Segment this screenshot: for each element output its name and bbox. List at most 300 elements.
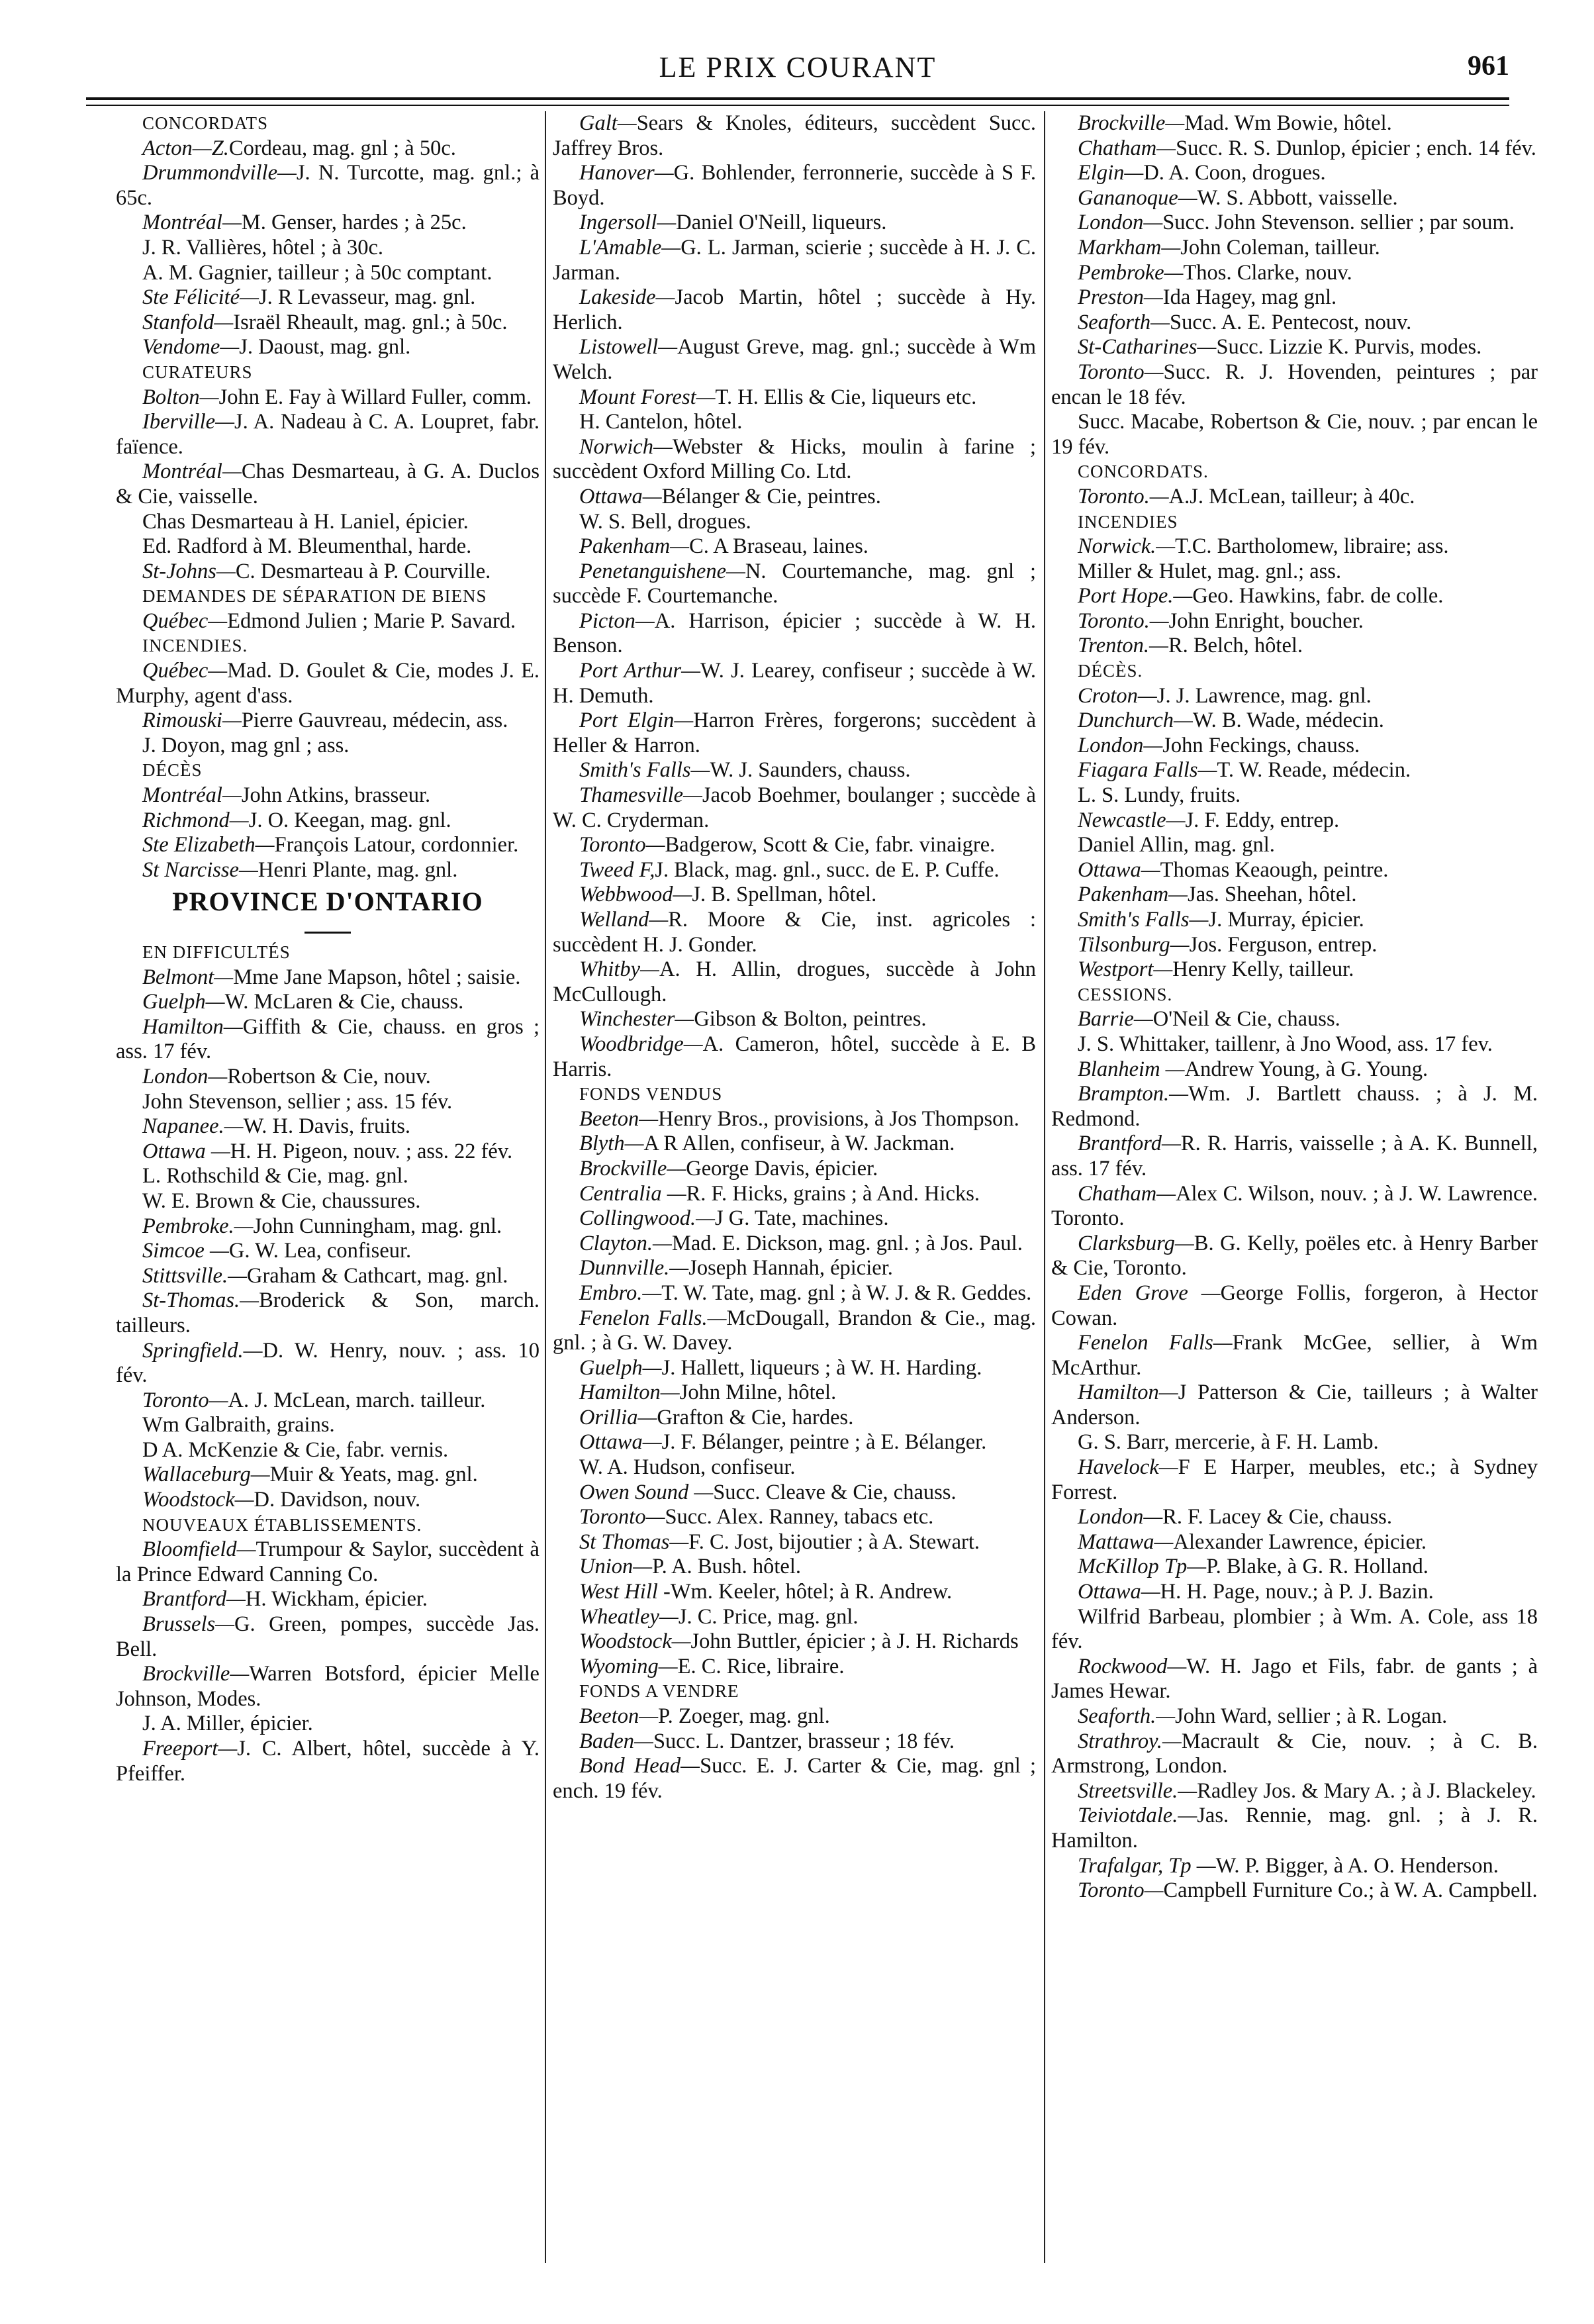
section-heading: EN DIFFICULTÉS	[142, 942, 291, 962]
list-item	[553, 758, 1036, 783]
list-item	[1051, 1007, 1538, 1032]
list-item	[1051, 211, 1538, 236]
entry-text: F. C. Jost, bijoutier ; à A. Stewart.	[688, 1529, 980, 1554]
place-name: Welland—	[579, 908, 669, 932]
place-name: Brockville—	[1078, 111, 1185, 135]
place-name: Brantford—	[1078, 1132, 1181, 1156]
place-name: Pembroke.—	[142, 1214, 254, 1238]
place-name: Dunnville.—	[579, 1256, 689, 1281]
place-name: Brussels—	[142, 1612, 235, 1637]
place-name: St Thomas—	[579, 1529, 689, 1554]
place-name: Hamilton—	[142, 1014, 243, 1039]
list-item	[553, 1380, 1036, 1406]
list-item	[116, 734, 539, 759]
place-name: West Hill -	[579, 1580, 671, 1604]
list-item	[116, 1413, 539, 1438]
place-name: London—	[1078, 211, 1163, 235]
place-name: Owen Sound —	[579, 1480, 714, 1504]
place-name: Collingwood.—	[579, 1206, 715, 1231]
entry-text: W. H. Davis, fruits.	[243, 1114, 411, 1139]
place-name: Eden Grove —	[1078, 1281, 1221, 1305]
list-item	[116, 808, 539, 834]
entry-text: Campbell Furniture Co.; à W. A. Campbell.	[1163, 1878, 1538, 1903]
place-name: Dunchurch—	[1078, 708, 1193, 733]
place-name: St-Thomas.—	[142, 1288, 259, 1313]
section-heading: DEMANDES DE SÉPARATION DE BIENS	[142, 586, 487, 606]
list-item	[553, 1480, 1036, 1506]
place-name: Ottawa—	[1078, 857, 1160, 882]
entry-text: A.J. McLean, tailleur; à 40c.	[1168, 484, 1415, 508]
list-item	[1051, 485, 1538, 510]
place-name: Pembroke—	[1078, 260, 1184, 285]
entry-text: D A. McKenzie & Cie, fabr. vernis.	[142, 1437, 449, 1462]
place-name: Wheatley—	[579, 1604, 679, 1629]
list-item	[116, 1015, 539, 1065]
entry-text: Wilfrid Barbeau, plombier ; à Wm. A. Cole, ass 18 fév.	[1051, 1604, 1538, 1654]
place-name: Ingersoll—	[579, 211, 677, 235]
list-item	[553, 1182, 1036, 1207]
list-item	[116, 136, 539, 162]
list-item	[553, 1007, 1036, 1032]
list-item	[116, 1090, 539, 1115]
place-name: Streetsville.—	[1078, 1778, 1197, 1803]
entry-text: J. N. Turcotte, mag. gnl.; à 65c.	[116, 161, 539, 210]
place-name: St Narcisse—	[142, 857, 258, 882]
entry-text: John Milne, hôtel.	[679, 1380, 837, 1405]
list-item	[1051, 335, 1538, 360]
entry-text: John Atkins, brasseur.	[241, 783, 431, 808]
list-item	[553, 285, 1036, 335]
place-name: Toronto.—	[1078, 484, 1169, 508]
column-2	[553, 111, 1036, 1804]
place-name: Guelph—	[579, 1355, 662, 1380]
list-item	[553, 659, 1036, 708]
place-name: Belmont—	[142, 965, 234, 989]
entry-text: J G. Tate, machines.	[714, 1206, 889, 1231]
list-item	[116, 1214, 539, 1239]
entry-text: George Davis, épicier.	[686, 1156, 878, 1181]
entry-text: Israël Rheault, mag. gnl.; à 50c.	[233, 310, 508, 334]
list-item	[116, 1239, 539, 1264]
place-name: Clarksburg—	[1078, 1231, 1194, 1255]
entry-text: J. Doyon, mag gnl ; ass.	[142, 733, 350, 757]
list-item	[553, 609, 1036, 659]
list-item	[1051, 933, 1538, 958]
place-name: Smith's Falls—	[579, 758, 710, 783]
list-item	[553, 534, 1036, 559]
place-name: Guelph—	[142, 990, 225, 1014]
list-item	[116, 261, 539, 286]
place-name: Napanee.—	[142, 1114, 244, 1139]
entry-text: Mad. E. Dickson, mag. gnl. ; à Jos. Paul.	[671, 1231, 1023, 1255]
place-name: Bolton—	[142, 385, 219, 409]
place-name: Orillia—	[579, 1405, 657, 1429]
list-item	[1051, 957, 1538, 983]
entry-text: G. L. Jarman, scierie ; succède à H. J. C. Jarman.	[553, 235, 1036, 285]
entry-text: R. F. Lacey & Cie, chauss.	[1162, 1505, 1392, 1529]
list-item	[553, 708, 1036, 758]
place-name: Woodstock—	[579, 1629, 691, 1654]
entry-text: P. A. Bush. hôtel.	[652, 1555, 801, 1579]
entry-text: G. W. Lea, confiseur.	[228, 1239, 412, 1263]
entry-text: Broderick & Son, march. tailleurs.	[116, 1288, 539, 1337]
entry-text: Giffith & Cie, chauss. en gros ; ass. 17 fév.	[116, 1014, 539, 1064]
list-item	[116, 990, 539, 1015]
entry-text: Graham & Cathcart, mag. gnl.	[246, 1263, 508, 1288]
list-item	[1051, 534, 1538, 559]
entry-text: McDougall, Brandon & Cie., mag. gnl. ; à G. W. Davey.	[553, 1306, 1036, 1355]
entry-text: Pierre Gauvreau, médecin, ass.	[241, 708, 508, 733]
entry-text: B. G. Kelly, poëles etc. à Henry Barber & Cie, Toronto.	[1051, 1231, 1538, 1281]
entry-text: J. R. Vallières, hôtel ; à 30c.	[142, 235, 384, 260]
place-name: Markham—	[1078, 235, 1181, 260]
place-name: Thamesville—	[579, 783, 702, 808]
place-name: Brantford—	[142, 1587, 246, 1612]
entry-text: L. Rothschild & Cie, mag. gnl.	[142, 1164, 408, 1188]
entry-text: G. S. Barr, mercerie, à F. H. Lamb.	[1078, 1430, 1379, 1455]
list-item	[553, 1530, 1036, 1555]
entry-text: Trumpour & Saylor, succèdent à la Prince Edward Canning Co.	[116, 1537, 539, 1586]
entry-text: O'Neil & Cie, chauss.	[1152, 1007, 1340, 1032]
entry-text: J. Hallett, liqueurs ; à W. H. Harding.	[661, 1355, 982, 1380]
place-name: Brockville—	[579, 1156, 686, 1181]
list-item	[116, 783, 539, 808]
list-item	[1051, 584, 1538, 609]
entry-text: Chas Desmarteau, à G. A. Duclos & Cie, vaisselle.	[116, 460, 539, 508]
place-name: Fenelon Falls—	[1078, 1331, 1233, 1355]
entry-text: Henri Plante, mag. gnl.	[258, 857, 458, 882]
list-item	[553, 485, 1036, 510]
entry-text: Webster & Hicks, moulin à farine ; succèdent Oxford Milling Co. Ltd.	[553, 434, 1036, 484]
list-item	[116, 385, 539, 411]
entry-text: Succ. John Stevenson. sellier ; par soum.	[1162, 211, 1515, 235]
place-name: Blyth—	[579, 1132, 644, 1156]
entry-text: H. H. Pigeon, nouv. ; ass. 22 fév.	[230, 1139, 513, 1163]
list-item	[116, 285, 539, 311]
section-heading: DÉCÈS	[142, 760, 203, 781]
place-name: Wyoming—	[579, 1654, 678, 1678]
list-item	[1051, 1430, 1538, 1455]
list-item	[1051, 609, 1538, 634]
place-name: Stittsville.—	[142, 1263, 247, 1288]
place-name: Vendome—	[142, 335, 240, 360]
entry-text: J. B. Spellman, hôtel.	[692, 883, 877, 907]
place-name: Ottawa—	[1078, 1580, 1160, 1604]
section-heading: INCENDIES.	[142, 636, 248, 656]
place-name: Havelock—	[1078, 1455, 1178, 1480]
place-name: Port Arthur—	[579, 659, 701, 683]
entry-text: M. Genser, hardes ; à 25c.	[241, 211, 467, 235]
place-name: Toronto.—	[1078, 608, 1169, 633]
entry-text: Andrew Young, à G. Young.	[1184, 1057, 1429, 1081]
place-name: Brockville—	[142, 1662, 250, 1686]
place-name: Fenelon Falls.—	[579, 1306, 727, 1330]
entry-text: Mad. Wm Bowie, hôtel.	[1184, 111, 1392, 135]
list-item	[553, 510, 1036, 535]
list-item	[553, 957, 1036, 1007]
list-item	[116, 1488, 539, 1513]
list-item	[553, 1555, 1036, 1580]
list-item	[1051, 559, 1538, 585]
section-heading: DÉCÈS.	[1078, 661, 1143, 681]
entry-text: Succ. R. S. Dunlop, épicier ; ench. 14 fév.	[1176, 136, 1536, 160]
list-item	[116, 1114, 539, 1139]
section-heading: INCENDIES	[1078, 511, 1178, 532]
section-heading: CONCORDATS	[142, 113, 269, 133]
entry-text: Miller & Hulet, mag. gnl.; ass.	[1078, 559, 1342, 583]
list-item	[553, 1132, 1036, 1157]
list-item	[1051, 1878, 1538, 1904]
list-item	[116, 1065, 539, 1090]
place-name: Simcoe —	[142, 1239, 229, 1263]
place-name: Strathroy.—	[1078, 1729, 1182, 1753]
place-name: Elgin—	[1078, 161, 1144, 185]
place-name: Norwich—	[579, 434, 673, 459]
entry-text: Harron Frères, forgerons; succèdent à Heller & Harron.	[553, 708, 1037, 757]
list-item	[553, 908, 1036, 957]
list-item	[553, 1232, 1036, 1257]
entry-text: Wm. Keeler, hôtel; à R. Andrew.	[670, 1580, 953, 1604]
entry-text: Succ. R. J. Hovenden, peintures ; par encan le 18 fév.	[1051, 360, 1538, 409]
list-item	[116, 1139, 539, 1165]
entry-text: A R Allen, confiseur, à W. Jackman.	[643, 1132, 955, 1156]
header-rule	[86, 97, 1509, 100]
heading-rule	[305, 932, 351, 934]
list-item	[116, 559, 539, 585]
list-item	[1051, 1505, 1538, 1530]
list-item	[553, 1455, 1036, 1480]
list-item	[116, 510, 539, 535]
entry-text: John Coleman, tailleur.	[1180, 235, 1380, 260]
place-name: Webbwood—	[579, 883, 692, 907]
list-item	[116, 311, 539, 336]
place-name: Chatham—	[1078, 1181, 1176, 1206]
journal-title: LE PRIX COURANT	[659, 51, 937, 83]
list-item	[553, 1729, 1036, 1755]
entry-text: John Stevenson, sellier ; ass. 15 fév.	[142, 1089, 453, 1114]
list-item	[553, 161, 1036, 211]
place-name: Hanover—	[579, 161, 674, 185]
entry-text: W. J. Saunders, chauss.	[710, 758, 911, 783]
list-item	[553, 1754, 1036, 1804]
place-name: Montréal—	[142, 211, 242, 235]
entry-text: J. Murray, épicier.	[1208, 908, 1364, 932]
column-1	[116, 111, 539, 1786]
entry-text: Joseph Hannah, épicier.	[688, 1256, 893, 1281]
entry-text: Succ. Cleave & Cie, chauss.	[713, 1480, 957, 1504]
entry-text: W. B. Wade, médecin.	[1192, 708, 1384, 733]
entry-text: H. Wickham, épicier.	[245, 1587, 428, 1612]
list-item	[1051, 1281, 1538, 1331]
place-name: Whitby—	[579, 957, 659, 982]
place-name: Montréal—	[142, 783, 242, 808]
place-name: Acton—Z.	[142, 136, 229, 160]
entry-text: Succ. Alex. Ranney, tabacs etc.	[665, 1505, 934, 1529]
entry-text: J. A. Miller, épicier.	[142, 1712, 313, 1736]
list-item	[1051, 186, 1538, 211]
list-item	[116, 965, 539, 991]
entry-text: Geo. Hawkins, fabr. de colle.	[1192, 584, 1444, 608]
entry-text: Thos. Clarke, nouv.	[1183, 260, 1352, 285]
entry-text: Robertson & Cie, nouv.	[227, 1064, 431, 1089]
place-name: Freeport—	[142, 1737, 238, 1761]
place-name: Toronto—	[1078, 1878, 1164, 1903]
list-item	[1051, 783, 1538, 808]
entry-text: J. F. Bélanger, peintre ; à E. Bélanger.	[661, 1430, 987, 1455]
entry-text: John Cunningham, mag. gnl.	[253, 1214, 502, 1238]
list-item	[1051, 1555, 1538, 1580]
province-heading: PROVINCE D'ONTARIO	[172, 887, 483, 917]
list-item	[1051, 858, 1538, 883]
entry-text: Alex C. Wilson, nouv. ; à J. W. Lawrence. Toronto.	[1051, 1181, 1538, 1231]
list-item	[553, 1281, 1036, 1306]
list-item	[1051, 1331, 1538, 1380]
list-item	[1051, 1779, 1538, 1804]
entry-text: W. H. Jago et Fils, fabr. de gants ; à James Hewar.	[1051, 1654, 1538, 1704]
list-item	[553, 1107, 1036, 1132]
place-name: Embro.—	[579, 1281, 662, 1305]
place-name: Centralia —	[579, 1181, 686, 1206]
list-item	[1051, 261, 1538, 286]
entry-text: Henry Bros., provisions, à Jos Thompson.	[658, 1106, 1019, 1131]
entry-text: J. Daoust, mag. gnl.	[239, 335, 411, 360]
entry-text: T. W. Reade, médecin.	[1217, 758, 1411, 783]
entry-text: Grafton & Cie, hardes.	[657, 1405, 854, 1429]
place-name: Ottawa —	[142, 1139, 230, 1163]
place-name: Québec—	[142, 608, 228, 633]
place-name: Chatham—	[1078, 136, 1176, 160]
entry-text: T. H. Ellis & Cie, liqueurs etc.	[715, 385, 977, 409]
place-name: Port Hope.—	[1078, 584, 1193, 608]
place-name: Baden—	[579, 1729, 653, 1753]
place-name: Québec—	[142, 659, 228, 683]
entry-text: R. F. Hicks, grains ; à And. Hicks.	[686, 1181, 980, 1206]
list-item	[1051, 360, 1538, 410]
place-name: Picton—	[579, 608, 655, 633]
list-item	[1051, 136, 1538, 162]
entry-text: Succ. L. Dantzer, brasseur ; 18 fév.	[653, 1729, 955, 1753]
place-name: Lakeside—	[579, 285, 675, 310]
list-item	[553, 410, 1036, 435]
list-item	[116, 236, 539, 261]
place-name: Springfield.—	[142, 1338, 263, 1363]
place-name: Hamilton—	[1078, 1380, 1178, 1405]
list-item	[116, 1438, 539, 1463]
entry-text: Jacob Martin, hôtel ; succède à Hy. Herlich.	[553, 285, 1036, 334]
entry-text: Daniel O'Neill, liqueurs.	[676, 211, 887, 235]
place-name: Pakenham—	[1078, 883, 1188, 907]
entry-text: Succ. Macabe, Robertson & Cie, nouv. ; par encan le 19 fév.	[1051, 410, 1538, 459]
list-item	[1051, 634, 1538, 659]
entry-text: Chas Desmarteau à H. Laniel, épicier.	[142, 509, 469, 534]
list-item	[1051, 1032, 1538, 1057]
list-item	[1051, 410, 1538, 460]
list-item	[116, 833, 539, 858]
place-name: Drummondville—	[142, 161, 297, 185]
place-name: Gananoque—	[1078, 185, 1197, 210]
entry-text: Badgerow, Scott & Cie, fabr. vinaigre.	[665, 833, 996, 857]
place-name: Ste Félicité—	[142, 285, 259, 310]
list-item	[1051, 1530, 1538, 1555]
place-name: Wallaceburg—	[142, 1463, 270, 1487]
list-item	[553, 833, 1036, 858]
list-item	[553, 111, 1036, 161]
list-item	[1051, 1729, 1538, 1779]
page-header	[86, 41, 1509, 94]
entry-text: G. Bohlender, ferronnerie, succède à S F. Boyd.	[553, 161, 1036, 210]
list-item	[1051, 161, 1538, 186]
list-item	[1051, 1455, 1538, 1505]
place-name: Rimouski—	[142, 708, 242, 733]
header-rule-thin	[86, 105, 1509, 106]
entry-text: D. W. Henry, nouv. ; ass. 10 fév.	[116, 1338, 539, 1388]
place-name: Beeton—	[579, 1106, 659, 1131]
list-item	[1051, 758, 1538, 783]
list-item	[1051, 236, 1538, 261]
list-item	[116, 1288, 539, 1338]
place-name: Ste Elizabeth—	[142, 833, 275, 857]
list-item	[116, 1264, 539, 1289]
entry-text: Warren Botsford, épicier Melle Johnson, Modes.	[116, 1662, 539, 1711]
place-name: L'Amable—	[579, 235, 681, 260]
list-item	[553, 1580, 1036, 1605]
entry-text: Daniel Allin, mag. gnl.	[1078, 833, 1275, 857]
place-name: Penetanguishene—	[579, 559, 745, 583]
place-name: Ottawa—	[579, 1430, 662, 1455]
list-item	[116, 1164, 539, 1189]
entry-text: Alexander Lawrence, épicier.	[1173, 1529, 1427, 1554]
list-item	[1051, 908, 1538, 933]
entry-text: John Buttler, épicier ; à J. H. Richards	[690, 1629, 1019, 1654]
list-item	[553, 1356, 1036, 1381]
section-heading: FONDS A VENDRE	[579, 1681, 739, 1702]
place-name: Barrie—	[1078, 1007, 1153, 1032]
entry-text: D. Davidson, nouv.	[254, 1488, 421, 1512]
place-name: Ottawa—	[579, 484, 662, 508]
list-item	[553, 559, 1036, 609]
entry-text: Bélanger & Cie, peintres.	[661, 484, 881, 508]
place-name: Norwick.—	[1078, 534, 1176, 559]
entry-text: P. Zoeger, mag. gnl.	[658, 1704, 830, 1728]
list-item	[553, 1256, 1036, 1281]
list-item	[1051, 1854, 1538, 1879]
entry-text: John Ward, sellier ; à R. Logan.	[1175, 1704, 1448, 1728]
place-name: Toronto—	[1078, 360, 1164, 384]
list-item	[1051, 1082, 1538, 1132]
place-name: Mount Forest—	[579, 385, 716, 409]
entry-text: A. Cameron, hôtel, succède à E. B Harris.	[553, 1032, 1036, 1081]
list-item	[1051, 111, 1538, 136]
entry-text: T. W. Tate, mag. gnl ; à W. J. & R. Geddes.	[661, 1281, 1032, 1305]
place-name: Toronto—	[142, 1388, 228, 1412]
entry-text: W. J. Learey, confiseur ; succède à W. H. Demuth.	[553, 659, 1036, 708]
list-item	[1051, 1580, 1538, 1605]
list-item	[1051, 1057, 1538, 1083]
entry-text: August Greve, mag. gnl.; succède à Wm Welch.	[553, 335, 1036, 384]
entry-text: Jas. Rennie, mag. gnl. ; à J. R. Hamilton.	[1051, 1804, 1538, 1853]
list-item	[553, 1629, 1036, 1655]
entry-text: Radley Jos. & Mary A. ; à J. Blackeley.	[1197, 1778, 1536, 1803]
entry-text: J. S. Whittaker, taillenr, à Jno Wood, ass. 17 fev.	[1078, 1032, 1493, 1056]
list-item	[116, 1612, 539, 1662]
entry-text: John Enright, boucher.	[1168, 608, 1364, 633]
place-name: Bloomfield—	[142, 1537, 256, 1562]
entry-text: J. R Levasseur, mag. gnl.	[258, 285, 476, 310]
entry-text: R. R. Harris, vaisselle ; à A. K. Bunnell, ass. 17 fév.	[1051, 1132, 1538, 1181]
place-name: London—	[1078, 1505, 1163, 1529]
list-item	[553, 1157, 1036, 1182]
entry-text: Sears & Knoles, éditeurs, succèdent Succ. Jaffrey Bros.	[553, 111, 1036, 160]
